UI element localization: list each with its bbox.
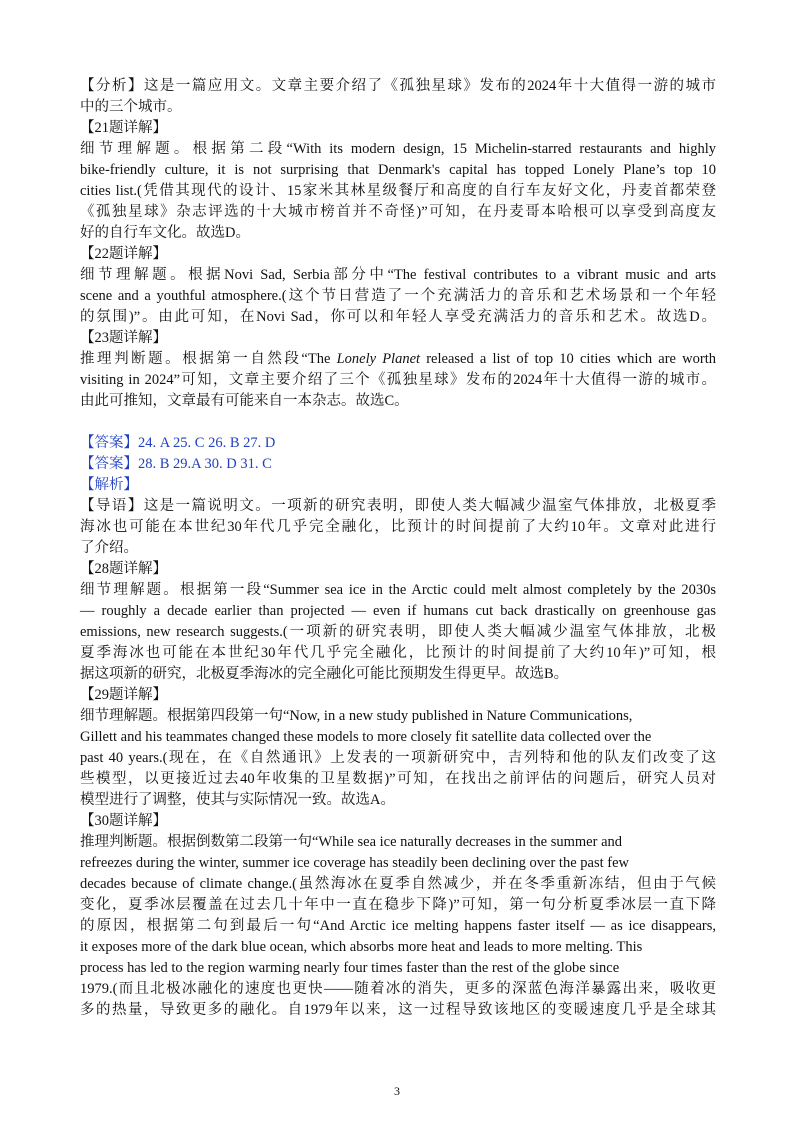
text-line: 【答案】28. B 29.A 30. D 31. C bbox=[80, 456, 272, 472]
text-line: Gillett and his teammates changed these models to more closely fit satellite data collected over the bbox=[80, 729, 652, 745]
text-line: 【29题详解】 bbox=[80, 687, 167, 703]
text-line: past 40 years.(现在，在《自然通讯》上发表的一项新研究中，吉列特和他的队友们改变了这 bbox=[80, 750, 716, 766]
text-line: 【22题详解】 bbox=[80, 246, 167, 262]
text-line: 细节理解题。根据第二段“With its modern design, 15 Michelin-starred restaurants and highly bbox=[80, 141, 716, 157]
text-line: process has led to the region warming nearly four times faster than the rest of the globe since bbox=[80, 960, 620, 976]
text-line: 变化，夏季冰层覆盖在过去几十年中一直在稳步下降)”可知，第一句分析夏季冰层一直下降 bbox=[80, 897, 716, 913]
text-line: 【23题详解】 bbox=[80, 330, 167, 346]
text-line: 细节理解题。根据第一段“Summer sea ice in the Arctic could melt almost completely by the 2030s bbox=[80, 582, 716, 598]
document-body bbox=[80, 76, 716, 1021]
text-line: visiting in 2024”可知，文章主要介绍了三个《孤独星球》发布的2024年十大值得一游的城市。 bbox=[80, 372, 716, 388]
text-line: 【分析】这是一篇应用文。文章主要介绍了《孤独星球》发布的2024年十大值得一游的城市 bbox=[80, 78, 716, 94]
text-line: 【解析】 bbox=[80, 477, 138, 493]
text-line: 《孤独星球》杂志评选的十大城市榜首并不奇怪)”可知，在丹麦哥本哈根可以享受到高度友 bbox=[80, 204, 716, 220]
text-line: scene and a youthful atmosphere.(这个节日营造了一个充满活力的音乐和艺术场景和一个年轻 bbox=[80, 288, 716, 304]
text-line: 细节理解题。根据Novi Sad, Serbia部分中“The festival contributes to a vibrant music and arts bbox=[80, 267, 716, 283]
page-number: 3 bbox=[394, 1084, 400, 1098]
text-line: 【导语】这是一篇说明文。一项新的研究表明，即使人类大幅减少温室气体排放，北极夏季 bbox=[80, 498, 716, 514]
italic-title: Lonely Planet bbox=[336, 351, 421, 367]
text-line: 【21题详解】 bbox=[80, 120, 167, 136]
text-line: decades because of climate change.(虽然海冰在夏季自然减少，并在冬季重新冻结，但由于气候 bbox=[80, 876, 716, 892]
text-line: 模型进行了调整，使其与实际情况一致。故选A。 bbox=[80, 792, 395, 808]
text-line: 的氛围)”。由此可知，在Novi Sad，你可以和年轻人享受充满活力的音乐和艺术。故选D。 bbox=[80, 309, 716, 325]
text-line: 细节理解题。根据第四段第一句“Now, in a new study published in Nature Communications, bbox=[80, 708, 633, 724]
text-line: cities list.(凭借其现代的设计、15家米其林星级餐厅和高度的自行车友好文化，丹麦首都荣登 bbox=[80, 183, 716, 199]
text-line: — roughly a decade earlier than projected — even if humans cut back drastically on greenhouse gas bbox=[80, 603, 716, 619]
text-line: 好的自行车文化。故选D。 bbox=[80, 225, 250, 241]
text-line: 推理判断题。根据第一自然段“The Lonely Planet released a list of top 10 cities which are worth bbox=[80, 351, 716, 367]
text-line: 夏季海冰也可能在本世纪30年代几乎完全融化，比预计的时间提前了大约10年)”可知，根 bbox=[80, 645, 716, 661]
text-line: 了介绍。 bbox=[80, 540, 138, 556]
text-line: 【28题详解】 bbox=[80, 561, 167, 577]
text-line: 据这项新的研究，北极夏季海冰的完全融化可能比预期发生得更早。故选B。 bbox=[80, 666, 569, 682]
text-line: 推理判断题。根据倒数第二段第一句“While sea ice naturally decreases in the summer and bbox=[80, 834, 622, 850]
text-line: bike-friendly culture, it is not surprising that Denmark's capital has topped Lonely Plane’s top 10 bbox=[80, 162, 716, 178]
blank-line bbox=[80, 412, 716, 433]
text-line: refreezes during the winter, summer ice coverage has steadily been declining over the past few bbox=[80, 855, 629, 871]
text-line: 1979.(而且北极冰融化的速度也更快——随着冰的消失，更多的深蓝色海洋暴露出来，吸收更 bbox=[80, 981, 716, 997]
text-line: 多的热量，导致更多的融化。自1979年以来，这一过程导致该地区的变暖速度几乎是全球其 bbox=[80, 1002, 716, 1018]
text-line: 的原因，根据第二句到最后一句“And Arctic ice melting happens faster itself — as ice disappears, bbox=[80, 918, 716, 934]
text-line: 由此可推知，文章最有可能来自一本杂志。故选C。 bbox=[80, 393, 409, 409]
text-line: 【答案】24. A 25. C 26. B 27. D bbox=[80, 435, 276, 451]
text-line: 些模型，以更接近过去40年收集的卫星数据)”可知，在找出之前评估的问题后，研究人员对 bbox=[80, 771, 716, 787]
text-line: 【30题详解】 bbox=[80, 813, 167, 829]
text-line: emissions, new research suggests.(一项新的研究表明，即使人类大幅减少温室气体排放，北极 bbox=[80, 624, 716, 640]
text-line: 海冰也可能在本世纪30年代几乎完全融化，比预计的时间提前了大约10年。文章对此进行 bbox=[80, 519, 716, 535]
text-line: 中的三个城市。 bbox=[80, 99, 182, 115]
text-line: it exposes more of the dark blue ocean, which absorbs more heat and leads to more melting. This bbox=[80, 939, 643, 955]
